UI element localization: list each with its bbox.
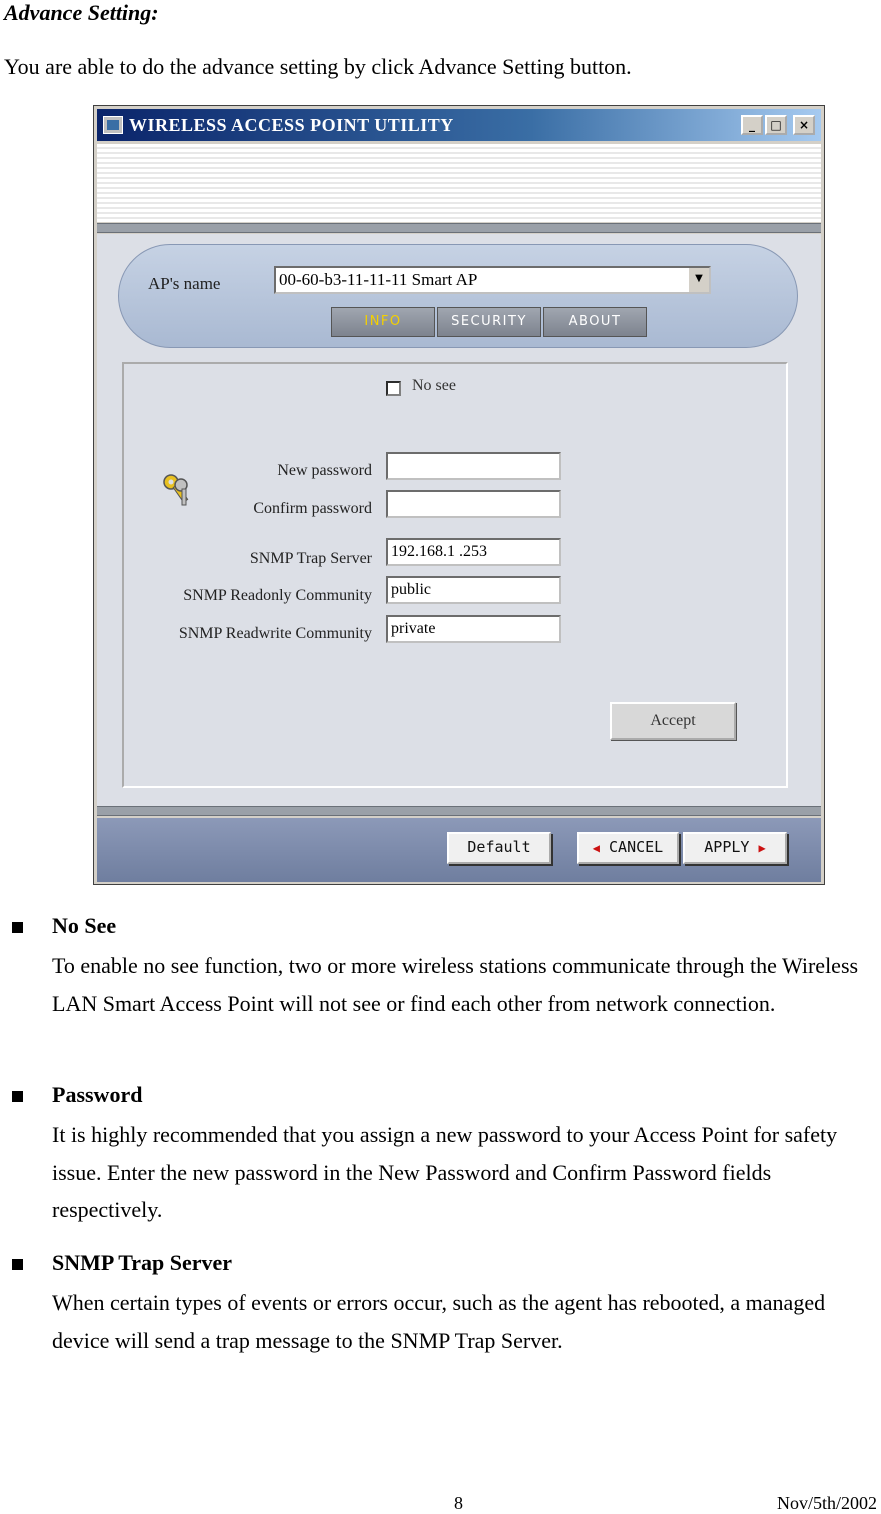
apply-button[interactable] (683, 832, 787, 864)
arrow-right-icon: ▶ (758, 841, 766, 855)
no-see-checkbox[interactable] (386, 381, 401, 396)
snmp-readonly-label: SNMP Readonly Community (183, 587, 372, 604)
window-titlebar (97, 109, 821, 141)
tab-info[interactable]: INFO (331, 307, 435, 337)
confirm-password-input[interactable] (386, 490, 561, 518)
apply-button-label: APPLY (704, 838, 750, 856)
tab-security[interactable]: SECURITY (437, 307, 541, 337)
ap-name-label: AP's name (148, 274, 221, 293)
new-password-input[interactable] (386, 452, 561, 480)
close-icon[interactable]: × (793, 115, 815, 135)
page-heading: Advance Setting: (4, 0, 159, 25)
section-body: It is highly recommended that you assign a new password to your Access Point for safety issue. Enter the new password in the New Password and Confirm Password fields respectively. (52, 1122, 838, 1222)
footer-date: Nov/5th/2002 (776, 1493, 877, 1513)
app-icon (103, 116, 123, 134)
section-body: When certain types of events or errors occur, such as the agent has rebooted, a managed device will send a trap message to the SNMP Trap Server. (52, 1290, 826, 1353)
cancel-button[interactable] (577, 832, 679, 864)
accept-button[interactable]: Accept (610, 702, 736, 740)
window-title: WIRELESS ACCESS POINT UTILITY (129, 115, 454, 135)
bullet-icon (12, 922, 23, 933)
default-button[interactable]: Default (447, 832, 551, 864)
new-password-label: New password (277, 462, 372, 479)
confirm-password-label: Confirm password (253, 500, 372, 517)
ap-name-select[interactable] (274, 266, 711, 294)
snmp-trap-server-label: SNMP Trap Server (249, 550, 372, 567)
snmp-readwrite-input[interactable]: private (386, 615, 561, 643)
snmp-readwrite-label: SNMP Readwrite Community (178, 625, 372, 642)
tab-about[interactable]: ABOUT (543, 307, 647, 337)
no-see-label: No see (412, 377, 456, 394)
bullet-icon (12, 1091, 23, 1102)
cancel-button-label: CANCEL (609, 838, 664, 856)
section-title: SNMP Trap Server (52, 1250, 233, 1275)
maximize-icon[interactable]: □ (765, 115, 787, 135)
page-number: 8 (454, 1493, 463, 1513)
keys-icon (160, 472, 194, 508)
utility-window-screenshot (93, 105, 825, 885)
section-title: Password (52, 1082, 143, 1107)
section-title: No See (52, 913, 117, 938)
bullet-icon (12, 1259, 23, 1270)
intro-text: You are able to do the advance setting by click Advance Setting button. (4, 54, 632, 79)
section-body: To enable no see function, two or more wireless stations communicate through the Wireless LAN Smart Access Point will not see or find each other from network connection. (52, 953, 859, 1016)
divider-bottom (97, 806, 821, 816)
banner-area (97, 144, 821, 222)
chevron-down-icon[interactable]: ▼ (687, 268, 709, 292)
minimize-icon[interactable]: _ (741, 115, 763, 135)
divider-top (97, 223, 821, 233)
snmp-trap-server-input[interactable]: 192.168.1 .253 (386, 538, 561, 566)
snmp-readonly-input[interactable]: public (386, 576, 561, 604)
arrow-left-icon: ◀ (592, 841, 600, 855)
ap-name-value: 00-60-b3-11-11-11 Smart AP (279, 270, 478, 289)
